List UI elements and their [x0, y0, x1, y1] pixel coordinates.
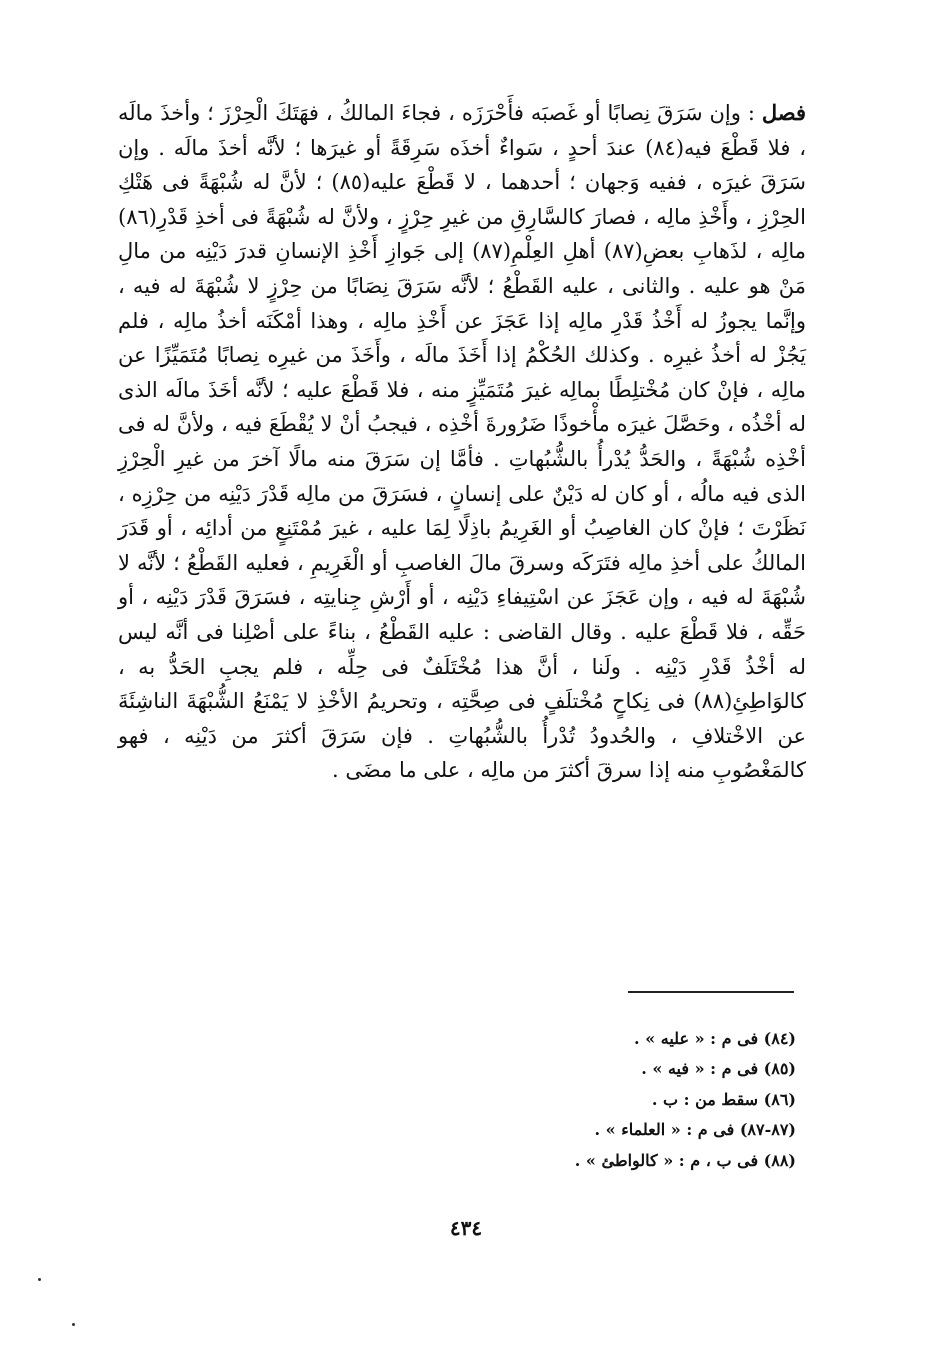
section-heading: فصل [761, 100, 806, 125]
scan-speck [72, 1323, 75, 1326]
body-text: : وإن سَرَقَ نِصابًا أو غَصبَه فأَحْرَزَه ، فجاءَ المالكُ ، فهَتَكَ الْحِرْزَ ؛ وأخذَ مالَه ، فلا قَطْعَ فيه(٨٤) عندَ أحدٍ ، سَواءٌ أخذَه سَرِقَةً أو غيرَها ؛ لأنَّه أخذَ مالَه . وإن سَرَقَ غيرَه ، ففيه وَجهان ؛ أحدهما ، لا قَطْعَ عليه(٨٥) ؛ لأنَّ له شُبْهَةً فى هَتْكِ الحِرْزِ ، وأَخْذِ مالِه ، فصارَ كالسَّارِقِ من غيرِ حِرْزٍ ، ولأنَّ له شُبْهَةً فى أخذِ قَدْرِ(٨٦) مالِه ، لذَهابِ بعضِ(٨٧) أهلِ العِلْمِ(٨٧) إلى جَوازِ أَخْذِ الإنسانِ قدرَ دَيْنِه من مالِ مَنْ هو عليه . والثانى ، عليه القَطْعُ ؛ لأنَّه سَرَقَ نِصَابًا من حِرْزٍ لا شُبْهَةَ له فيه ، وإنَّما يجوزُ له أَخْذُ قَدْرِ مالِه إذا عَجَزَ عن أَخْذِ مالِه ، وهذا أمْكَنَه أخذُ مالِه ، فلم يَجُزْ له أخذُ غيرِه . وكذلك الحُكْمُ إذا أَخَذَ مالَه ، وأَخَذَ من غيرِه نِصابًا مُتَمَيِّزًا عن مالِه ، فإنْ كان مُخْتلِطًا بمالِه غيرَ مُتَمَيِّزٍ منه ، فلا قَطْعَ عليه ؛ لأنَّه أخَذَ مالَه الذى له أخْذُه ، وحَصَّلَ غيرَه مأْخوذًا ضَرُورةَ أخْذِه ، فيجبُ أنْ لا يُقْطَعَ فيه ، ولأنَّ له فى أخْذِه شُبْهَةً ، والحَدُّ يُدْرأُ بالشُّبُهاتِ . فأمَّا إن سَرَقَ منه مالًا آخرَ من غيرِ الْحِرْزِ الذى فيه مالُه ، أو كان له دَيْنٌ على إنسانٍ ، فسَرَقَ من مالِه قَدْرَ دَيْنِه من حِرْزِه ، نَظَرْتَ ؛ فإنْ كان الغاصِبُ أو الغَرِيمُ باذِلًا لِمَا عليه ، غيرَ مُمْتَنِعٍ من أدائِه ، أو قَدَرَ المالكُ على أخذِ مالِه فتَرَكَه وسرقَ مالَ الغاصبِ أو الْغَرِيمِ ، فعليه القَطْعُ ؛ لأنَّه لا شُبْهَةَ له فيه ، وإن عَجَزَ عن اسْتِيفاءِ دَيْنِه ، أو أَرْشِ جِنايتِه ، فسَرَقَ قَدْرَ دَيْنِه ، أو حَقِّه ، فلا قَطْعَ عليه . وقال القاضى : عليه القَطْعُ ، بناءً على أصْلِنا فى أنَّه ليس له أخْذُ قَدْرِ دَيْنِه . ولَنا ، أنَّ هذا مُخْتَلَفٌ فى حِلِّه ، فلم يجبِ الحَدُّ به ، كالوَاطِئِ(٨٨) فى نِكاحٍ مُخْتلَفٍ فى صِحَّتِه ، وتحريمُ الأخْذِ لا يَمْنَعُ الشُّبْهَةَ الناشِئَةَ عن الاخْتلافِ ، والحُدودُ تُدْرأُ بالشُّبُهاتِ . فإن سَرَقَ أكثرَ من دَيْنِه ، فهو كالمَغْصُوبِ منه إذا سرقَ أكثرَ من مالِه ، على ما مضَى . [118, 101, 806, 783]
footnote-88: (٨٨) فى ب ، م : « كالواطئ » . [574, 1150, 796, 1170]
main-text-block [118, 96, 806, 788]
page-number: ٤٣٤ [449, 1216, 483, 1240]
footnote-separator [628, 991, 794, 993]
scan-speck [38, 1278, 41, 1281]
footnote-84: (٨٤) فى م : « عليه » . [634, 1029, 796, 1048]
footnote-85: (٨٥) فى م : « فيه » . [641, 1059, 796, 1079]
footnotes-block [460, 1024, 796, 1176]
body-paragraph [118, 96, 806, 788]
footnote-87: (٨٧-٨٧) فى م : « العلماء » . [594, 1120, 796, 1140]
footnote-86: (٨٦) سقط من : ب . [651, 1089, 796, 1109]
